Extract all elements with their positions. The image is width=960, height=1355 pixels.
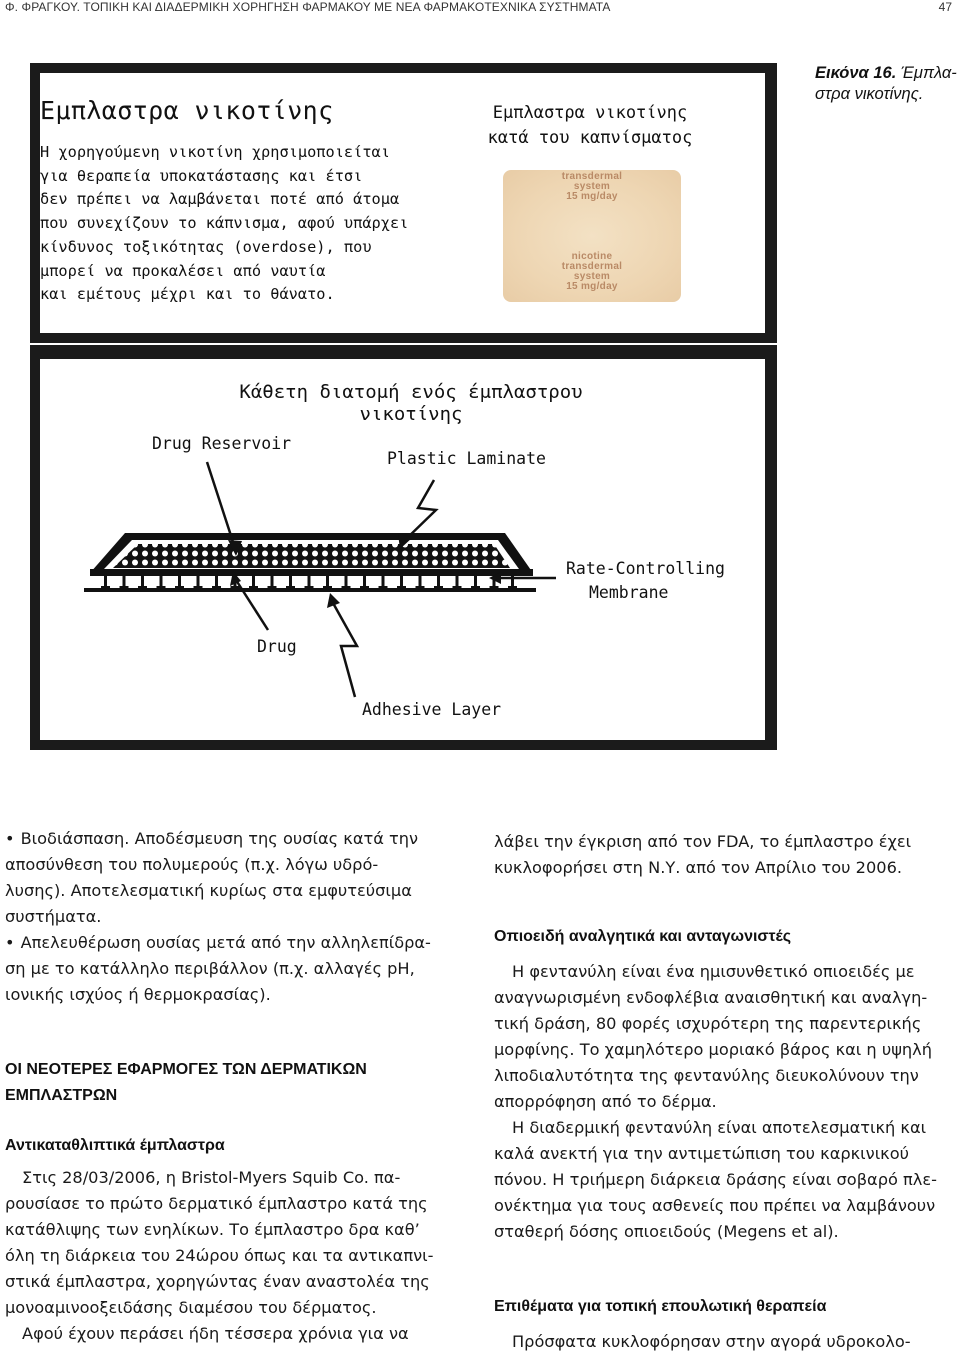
adhesive-teeth	[101, 576, 517, 589]
text-line: ονέκτημα για τους ασθενείς που πρέπει να λαμβάνουν	[494, 1196, 936, 1215]
text-line: μπορεί να προκαλέσει από ναυτία	[40, 261, 326, 280]
label-adhesive-layer: Adhesive Layer	[362, 700, 502, 719]
drug-reservoir-leader	[207, 462, 234, 545]
left-paragraph	[5, 1165, 465, 1347]
text-line: Αφού έχουν περάσει ήδη τέσσερα χρόνια για να	[22, 1324, 409, 1343]
text-line: αποσύνθεση του πολυμερούς (π.χ. λόγω υδρό-	[5, 855, 379, 874]
text-line: και εμέτους μέχρι και το θάνατο.	[40, 285, 335, 304]
label-plastic-laminate: Plastic Laminate	[387, 449, 546, 468]
patch-print-line: system	[573, 271, 611, 282]
text-line: στικά έμπλαστρα, χορηγώντας έναν αναστολέα της	[5, 1272, 430, 1291]
patch-print-line: transdermal	[561, 261, 623, 272]
bullet-line: • Βιοδιάσπαση. Αποδέσμευση της ουσίας κατά την	[5, 826, 465, 852]
caption-text: στρα νικοτίνης.	[815, 85, 924, 103]
text-line: που συνεχίζουν το κάπνισμα, αφού υπάρχει	[40, 214, 409, 233]
label-rate-controlling: Rate-Controlling	[566, 559, 725, 578]
drug-reservoir-shape	[113, 544, 510, 568]
page-number: 47	[938, 0, 952, 14]
caption-label: Εικόνα 16.	[815, 64, 897, 82]
section-heading	[5, 1057, 367, 1109]
text-line: δεν πρέπει να λαμβάνεται ποτέ από άτομα	[40, 190, 400, 209]
text-line: σταθερή δόσης οπιοειδούς (Megens et al).	[494, 1222, 839, 1241]
text-line: κίνδυνος τοξικότητας (overdose), που	[40, 237, 372, 256]
rate-controlling-membrane-shape	[90, 569, 533, 576]
right-paragraph-1	[494, 959, 960, 1245]
heading-wound-care: Επιθέματα για τοπική επουλωτική θεραπεία	[494, 1298, 827, 1315]
label-drug: Drug	[257, 637, 297, 656]
text-line: ση με το κατάλληλο περιβάλλον (π.χ. αλλαγές pH,	[5, 959, 415, 978]
text-line: κυκλοφορήσει στη Ν.Υ. από τον Απρίλιο του 2006.	[494, 858, 903, 877]
right-paragraph-2	[494, 1329, 960, 1355]
text-line: ιονικής ισχύος ή θερμοκρασίας).	[5, 985, 271, 1004]
caption-text: Έμπλα-	[896, 64, 957, 82]
text-line: Η φεντανύλη είναι ένα ημισυνθετικό οπιοειδές με	[512, 962, 915, 981]
right-column	[494, 829, 960, 881]
title-line: Εμπλαστρα νικοτίνης	[492, 103, 688, 123]
left-column	[5, 826, 465, 1008]
patch-print-line: transdermal	[561, 171, 623, 182]
heading-opioids: Οπιοειδή αναλγητικά και ανταγωνιστές	[494, 928, 792, 945]
text-line: λιποδιαλυτότητα της φεντανύλης διευκολύνουν την	[494, 1066, 919, 1085]
adhesive-layer-leader	[333, 603, 357, 697]
text-line: καλά ανεκτή για την αντιμετώπιση του καρκινικού	[494, 1144, 909, 1163]
text-line: λυσης). Αποτελεσματική κυρίως στα εμφυτεύσιμα	[5, 881, 412, 900]
text-line: Η διαδερμική φεντανύλη είναι αποτελεσματική και	[512, 1118, 927, 1137]
adhesive-layer-shape	[84, 588, 536, 592]
running-header: Φ. ΦΡΑΓΚΟΥ. ΤΟΠΙΚΗ ΚΑΙ ΔΙΑΔΕΡΜΙΚΗ ΧΟΡΗΓΗΣΗ ΦΑΡΜΑΚΟΥ ΜΕ ΝΕΑ ΦΑΡΜΑΚΟΤΕΧΝΙΚΑ ΣΥΣΤΗΜΑΤΑ	[5, 0, 611, 14]
patch-print-line: 15 mg/day	[566, 281, 618, 292]
text-line: τική δράση, 80 φορές ισχυρότερη της παρεντερικής	[494, 1014, 922, 1033]
figure-left-title: Εμπλαστρα νικοτίνης	[40, 96, 334, 125]
bullet-line: • Απελευθέρωση ουσίας μετά από την αλληλεπίδρα-	[5, 930, 465, 956]
text-line: μορφίνης. Το χαμηλότερο μοριακό βάρος και η υψηλή	[494, 1040, 932, 1059]
text-line: όλη τη διάρκεια του 24ώρου όπως και τα αντικαπνι-	[5, 1246, 434, 1265]
patch-print-line: system	[573, 181, 611, 192]
text-line: απορρόφηση από το δέρμα.	[494, 1092, 717, 1111]
text-line: πόνου. Η τριήμερη διάρκεια δράσης είναι σοβαρό πλε-	[494, 1170, 937, 1189]
text-line: Πρόσφατα κυκλοφόρησαν στην αγορά υδροκολο-	[512, 1332, 911, 1351]
text-line: συστήματα.	[5, 907, 102, 926]
heading-line: ΟΙ ΝΕΟΤΕΡΕΣ ΕΦΑΡΜΟΓΕΣ ΤΩΝ ΔΕΡΜΑΤΙΚΩΝ	[5, 1061, 367, 1078]
label-membrane: Membrane	[589, 583, 669, 602]
patch-print-line: 15 mg/day	[566, 191, 618, 202]
plastic-laminate-leader	[404, 480, 436, 541]
heading-line: ΕΜΠΛΑΣΤΡΩΝ	[5, 1087, 118, 1104]
text-line: κατάθλιψης των ενηλίκων. Το έμπλαστρο δρα καθ’	[5, 1220, 420, 1239]
text-line: ρουσίασε το πρώτο δερματικό έμπλαστρο κατά της	[5, 1194, 428, 1213]
text-line: λάβει την έγκριση από τον FDA, το έμπλαστρο έχει	[494, 832, 912, 851]
text-line: μονοαμινοοξειδάσης διαμέσου του δέρματος.	[5, 1298, 377, 1317]
text-line: αναγνωρισμένη ενδοφλέβια αναισθητική και αναλγη-	[494, 988, 928, 1007]
title-line: κατά του καπνίσματος	[487, 128, 693, 148]
text-line: Η χορηγούμενη νικοτίνη χρησιμοποιείται	[40, 143, 390, 161]
patch-print-line: nicotine	[571, 251, 613, 262]
text-line: Στις 28/03/2006, η Bristol-Myers Squib Co. πα-	[22, 1168, 401, 1187]
sub-heading: Αντικαταθλιπτικά έμπλαστρα	[5, 1137, 225, 1154]
diagram-title: Κάθετη διατομή ενός έμπλαστρου νικοτίνης	[239, 381, 583, 425]
text-line: για θεραπεία υποκατάστασης και έτσι	[40, 166, 363, 185]
label-drug-reservoir: Drug Reservoir	[152, 434, 292, 453]
